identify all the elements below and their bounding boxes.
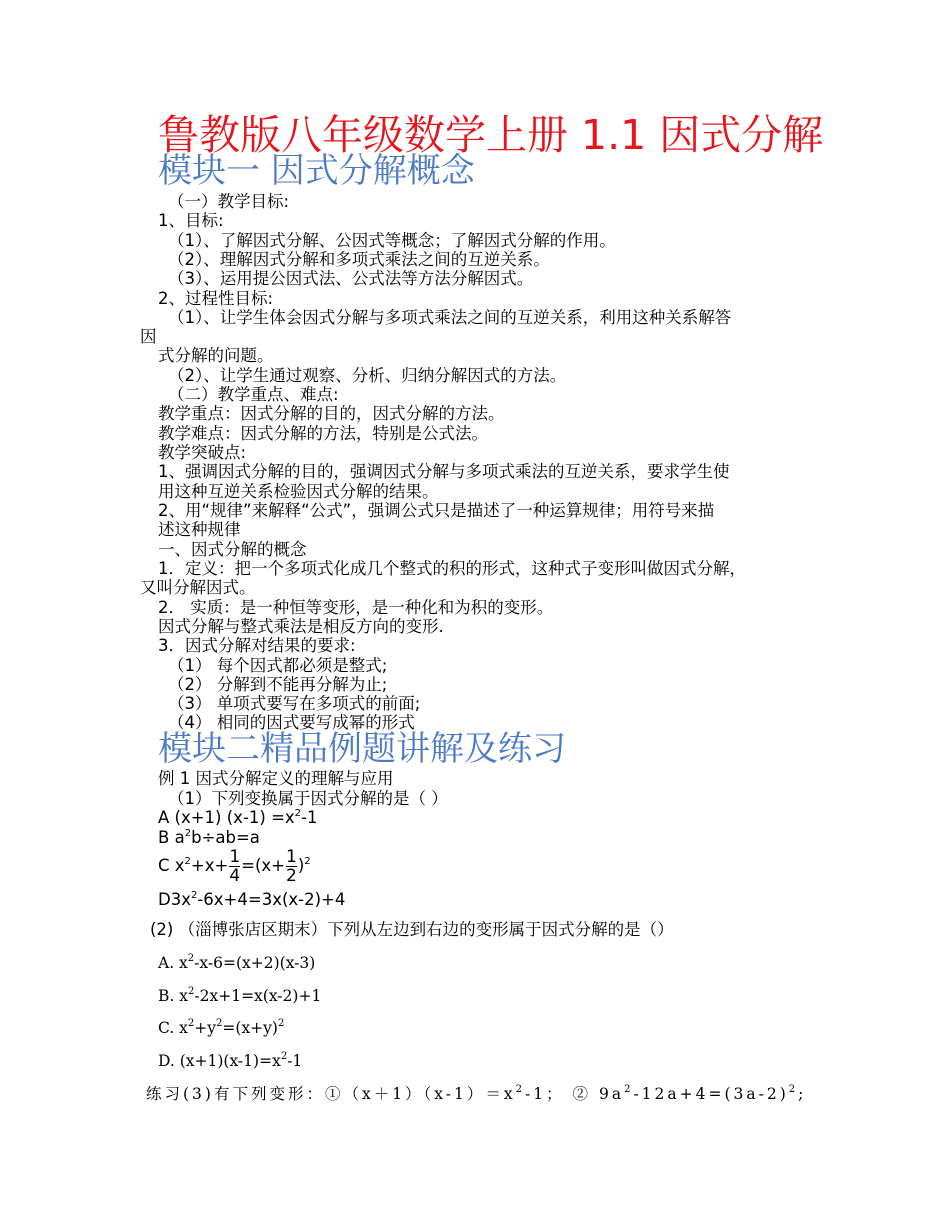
- breakthrough-item-cont: 述这种规律: [158, 520, 241, 539]
- essence: 2． 实质：是一种恒等变形，是一种化和为积的变形。: [158, 598, 554, 617]
- requirement-item: （4） 相同的因式要写成幂的形式: [168, 713, 415, 732]
- example-title: 例 1 因式分解定义的理解与应用: [158, 769, 394, 788]
- definition: 1．定义：把一个多项式化成几个整式的积的形式，这种式子变形叫做因式分解，: [158, 559, 746, 578]
- breakthrough-item: 1、强调因式分解的目的，强调因式分解与多项式乘法的互逆关系，要求学生使: [158, 462, 730, 481]
- section-key-points: （二）教学重点、难点:: [168, 385, 339, 404]
- process-goal-item: （2）、让学生通过观察、分析、归纳分解因式的方法。: [168, 366, 567, 385]
- goal-heading: 1、目标:: [158, 211, 224, 230]
- fraction-one-half: $\frac{1}{2}$: [286, 847, 297, 886]
- essence-note: 因式分解与整式乘法是相反方向的变形.: [158, 617, 444, 636]
- process-goal-item: （1）、让学生体会因式分解与多项式乘法之间的互逆关系，利用这种关系解答: [168, 308, 732, 327]
- process-goal-item-wrap: 因: [140, 327, 157, 346]
- breakthrough-item-cont: 用这种互逆关系检验因式分解的结果。: [158, 482, 439, 501]
- question-2-option-c: C. $x^2+y^2=(x+y)^2$: [158, 1018, 285, 1037]
- process-goal-item-cont: 式分解的问题。: [158, 346, 274, 365]
- goal-item: （3）、运用提公因式法、公式法等方法分解因式。: [168, 269, 534, 288]
- question-1-option-a: A (x+1) $(x-1) =x^2-1$: [158, 808, 318, 827]
- question-2-option-a: A. $x^2-x-6=(x+2)(x-3)$: [158, 953, 316, 972]
- question-1-stem: （1）下列变换属于因式分解的是（ ）: [168, 789, 448, 808]
- fraction-one-quarter: $\frac{1}{4}$: [229, 847, 241, 886]
- question-1-option-b: B $a^2b\div ab=a$: [158, 828, 260, 847]
- question-1-option-d: $D3x^2-6x+4=3x(x-2)+4$: [158, 890, 346, 909]
- document-title: 鲁教版八年级数学上册 1.1 因式分解: [158, 111, 824, 159]
- requirement-item: （1） 每个因式都必须是整式;: [168, 656, 388, 675]
- definition-cont: 又叫分解因式。: [140, 578, 256, 597]
- breakthrough-heading: 教学突破点:: [158, 443, 247, 462]
- question-2-stem: (2) （淄博张店区期末）下列从左边到右边的变形属于因式分解的是（）: [150, 920, 674, 939]
- requirement-item: （3） 单项式要写在多项式的前面;: [168, 694, 421, 713]
- concept-heading: 一、因式分解的概念: [158, 540, 307, 559]
- section-teaching-goals: （一）教学目标:: [168, 192, 290, 211]
- goal-item: （1）、了解因式分解、公因式等概念；了解因式分解的作用。: [168, 231, 616, 250]
- practice-3-stem: 练习(3)有下列变形：$①(x+1)(x-1)=x^2-1$； ② $9a^2-12a+4=(3a-2)^2$;: [146, 1084, 807, 1103]
- module-two-heading: 模块二精品例题讲解及练习: [158, 729, 566, 769]
- requirement-item: （2） 分解到不能再分解为止;: [168, 675, 388, 694]
- breakthrough-item: 2、用“规律”来解释“公式”，强调公式只是描述了一种运算规律；用符号来描: [158, 501, 715, 520]
- process-goal-heading: 2、过程性目标:: [158, 289, 274, 308]
- question-1-option-c: C $x^2+x+$ $\frac{1}{4}$ =(x+ $\frac{1}{2}$ )$^2$: [158, 847, 311, 886]
- key-point: 教学重点：因式分解的目的，因式分解的方法。: [158, 404, 505, 423]
- question-2-option-d: D. $(x+1)(x-1)=x^2-1$: [158, 1051, 303, 1070]
- question-2-option-b: B. $x^2-2x+1=x(x-2)+1$: [158, 986, 322, 1005]
- module-one-heading: 模块一 因式分解概念: [158, 151, 475, 191]
- goal-item: （2）、理解因式分解和多项式乘法之间的互逆关系。: [168, 250, 550, 269]
- difficult-point: 教学难点：因式分解的方法，特别是公式法。: [158, 424, 488, 443]
- requirements-heading: 3．因式分解对结果的要求:: [158, 636, 356, 655]
